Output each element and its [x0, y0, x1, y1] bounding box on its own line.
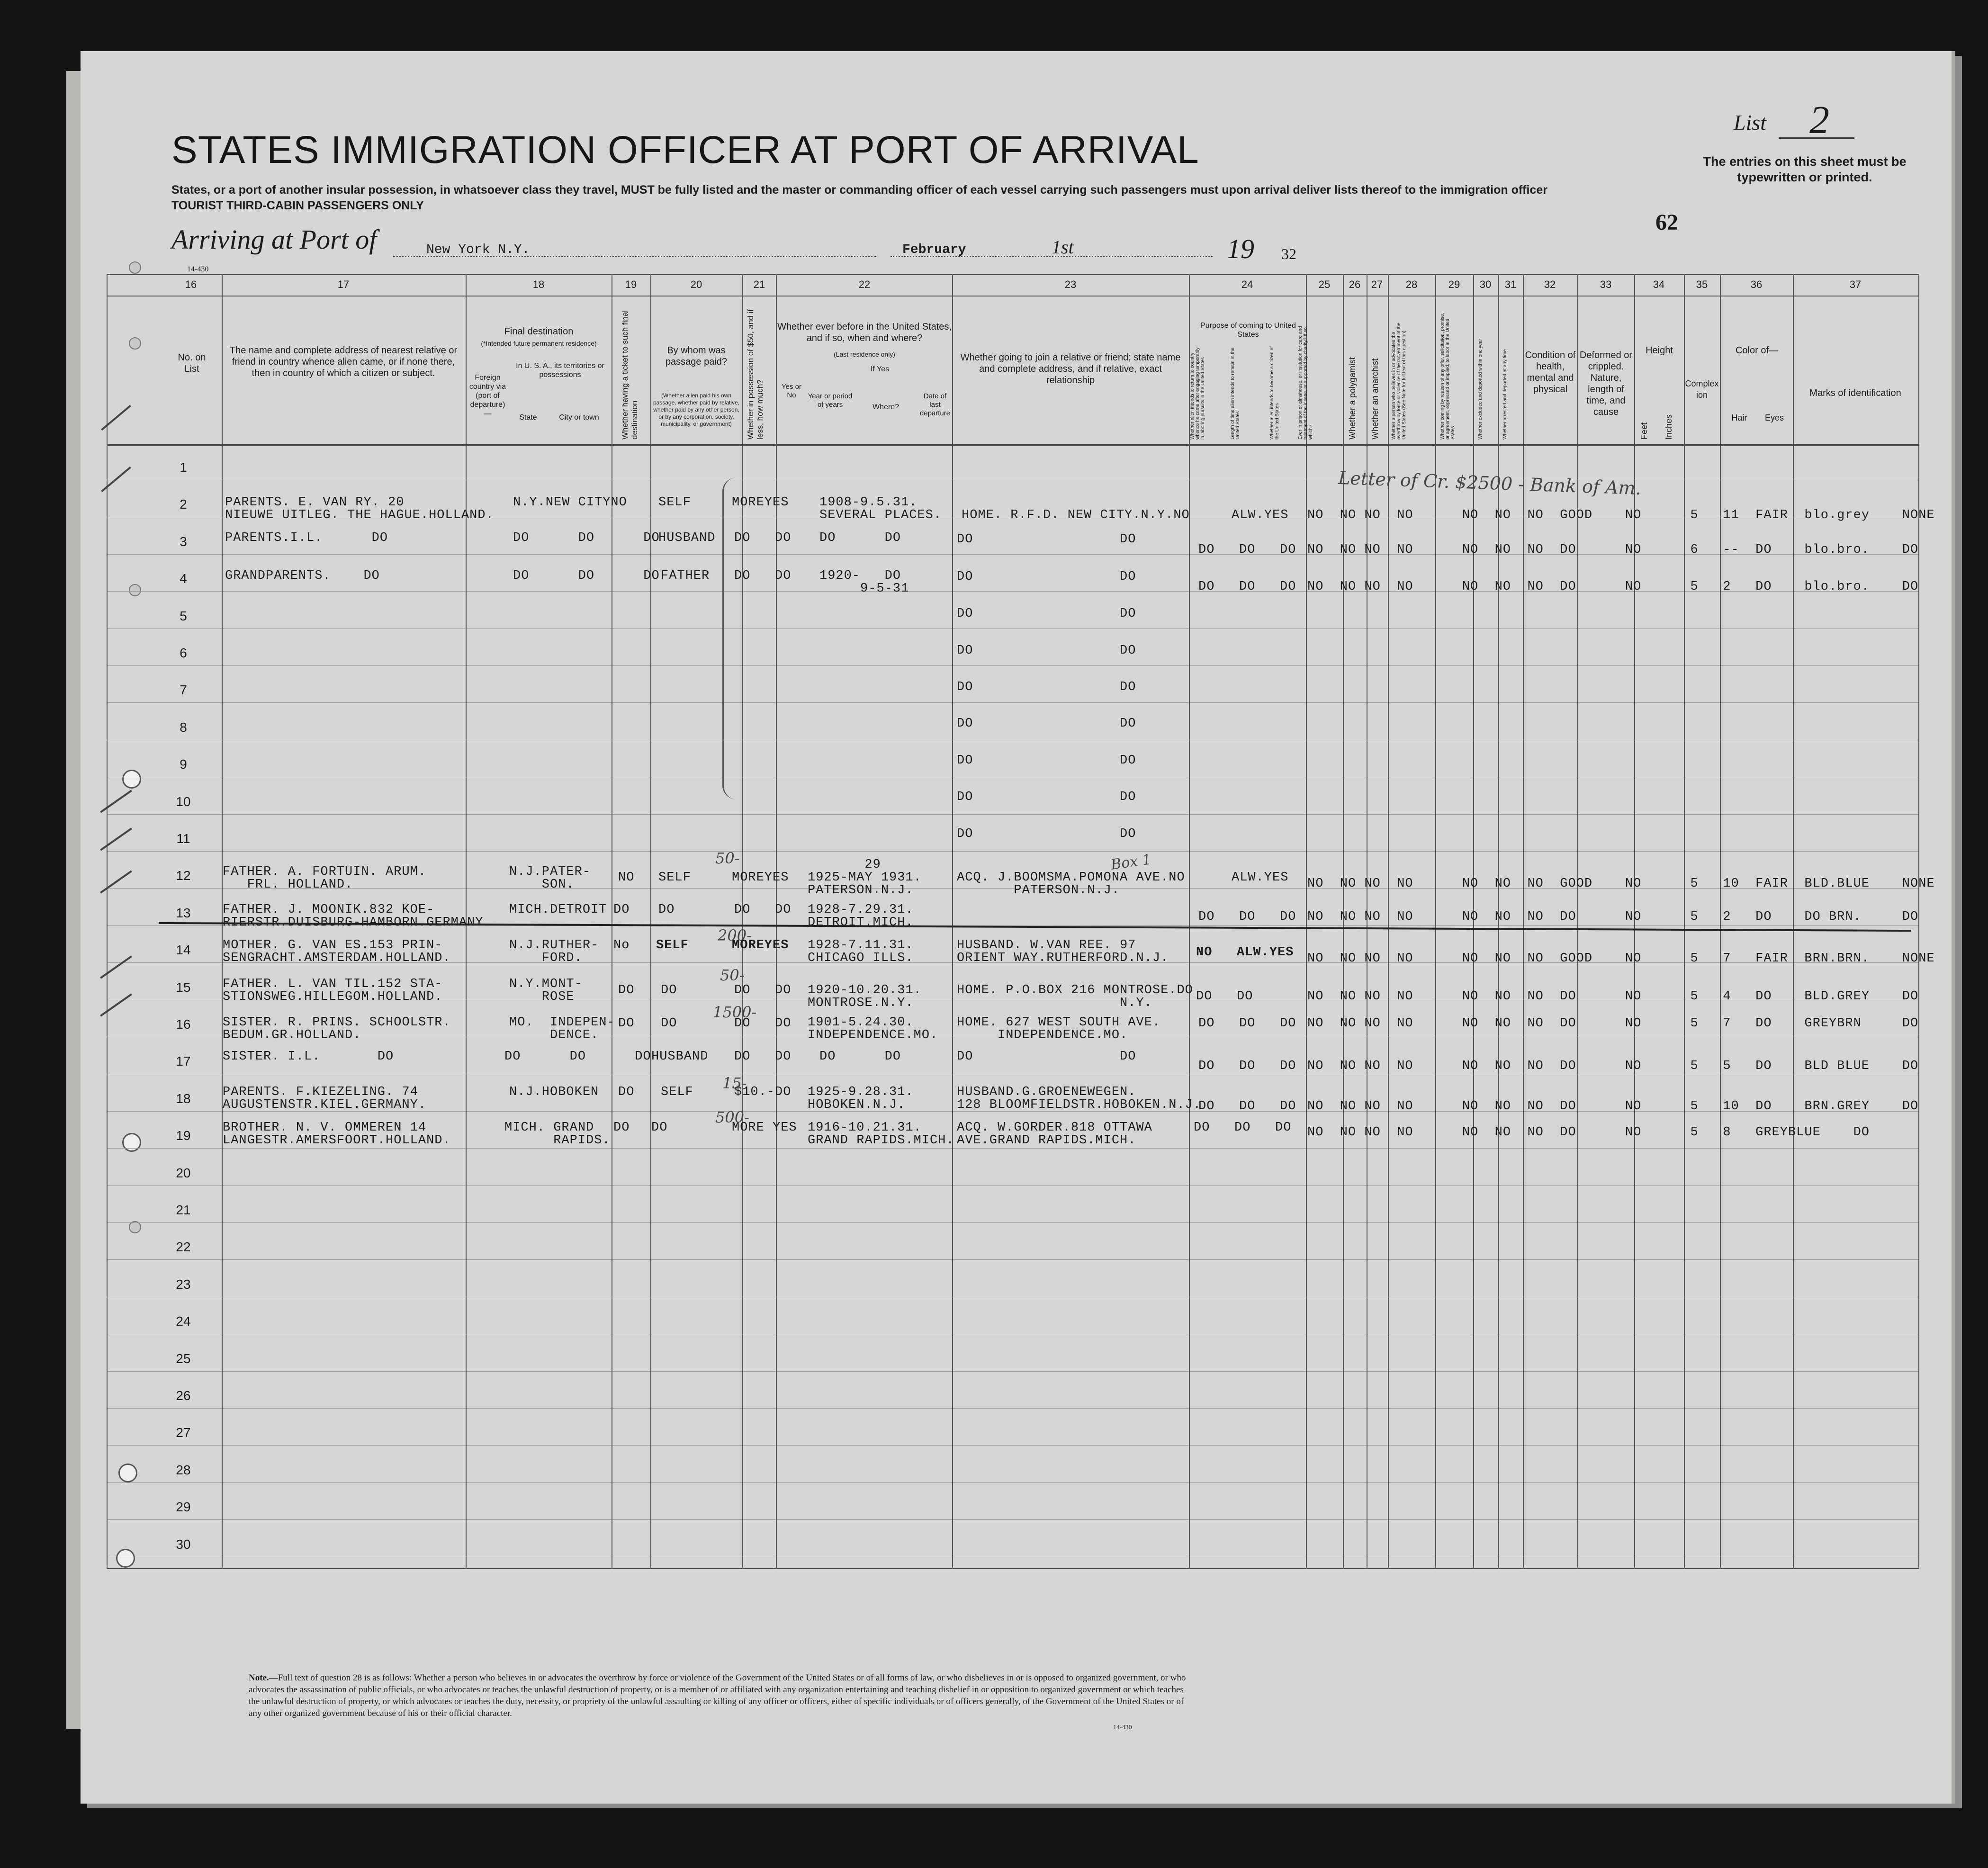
row-number: 25 — [176, 1351, 191, 1366]
bracket-mark — [722, 477, 737, 799]
row-14-join: HOME. P.O.BOX 216 MONTROSE.DO N.Y. — [957, 983, 1193, 1010]
col-rule — [650, 274, 651, 1569]
heading-health: Condition of health, mental and physical — [1525, 350, 1576, 395]
row-number: 18 — [176, 1091, 191, 1106]
row-number: 14 — [176, 943, 191, 958]
arriving-label: Arriving at Port of — [171, 224, 377, 255]
subtitle-line-2: TOURIST THIRD-CABIN PASSENGERS ONLY — [171, 199, 424, 212]
handwritten-amount: 500- — [715, 1108, 749, 1126]
row-1-passage: SELF — [658, 495, 691, 510]
row-number: 21 — [176, 1203, 191, 1217]
heading-question-28: Whether a person who believes in or advocates the overthrow by force or violence of the Government of the United States (See Note for full text of this question) — [1391, 323, 1407, 440]
row-5-join: DO DO — [957, 644, 1136, 658]
row-16-money: DO DO — [734, 1050, 792, 1064]
heading-height: Height — [1646, 345, 1673, 356]
handwritten-amount: 1500- — [713, 1003, 757, 1021]
col-num-17: 17 — [337, 278, 350, 290]
heading-deformed: Deformed or crippled. Nature, length of time, and cause — [1579, 350, 1633, 417]
heading-purpose-a: Whether alien intends to return to country whence he came after engaging temporarily in laboring pursuits in the United States — [1190, 347, 1205, 440]
heading-possession-50: Whether in possession of $50, and if less, how much? — [746, 309, 765, 440]
row-15-destination: MO. INDEPEN- DENCE. — [509, 1015, 615, 1042]
heading-city: City or town — [559, 413, 599, 422]
row-rule — [107, 665, 1918, 666]
col-rule — [1189, 274, 1190, 1569]
row-12-before: 1928-7.29.31. DETROIT.MICH. — [808, 903, 914, 930]
row-7-join: DO DO — [957, 717, 1136, 731]
row-number: 10 — [176, 794, 191, 809]
row-number: 20 — [176, 1165, 191, 1180]
row-17-ticket: DO — [618, 1085, 635, 1099]
col-num-20: 20 — [690, 278, 702, 290]
row-2-passage: HUSBAND — [658, 531, 716, 545]
heading-ever-before: Whether ever before in the United States, and if so, when and where? — [777, 322, 952, 343]
handwritten-letter-of-credit: Letter of Cr. $2500 - Bank of Am. — [1338, 467, 1642, 499]
col-rule — [742, 274, 743, 1569]
row-3-purpose: DO DO DO — [1198, 580, 1296, 594]
row-number: 22 — [176, 1239, 191, 1255]
row-1-relative: PARENTS. E. VAN RY. 20 NIEUWE UITLEG. THE HAGUE.HOLLAND. — [225, 495, 494, 522]
list-label: List — [1734, 110, 1767, 135]
year-prefix: 19 — [1227, 234, 1254, 264]
row-3-passage: FATHER — [661, 569, 710, 583]
row-rule — [107, 1445, 1918, 1446]
row-18-money: MORE YES — [732, 1121, 797, 1135]
row-3-destination: DO DO DO — [513, 569, 660, 583]
row-11-join: ACQ. J.BOOMSMA.POMONA AVE.NO PATERSON.N.J. — [957, 871, 1185, 898]
row-14-passage: DO — [661, 983, 677, 997]
row-1-money: MOREYES — [732, 495, 789, 510]
col-num-32: 32 — [1544, 278, 1556, 290]
row-15-before: 1901-5.24.30. INDEPENDENCE.MO. — [808, 1015, 938, 1042]
port-value: New York N.Y. — [426, 242, 530, 257]
row-11-ticket: NO — [618, 871, 635, 885]
row-1-answers: NO NO NO NO NO NO NO GOOD NO 5 11 FAIR blo.grey NONE — [1307, 508, 1935, 522]
handwritten-amount: 50- — [715, 849, 740, 867]
day-value: 1st — [1052, 236, 1074, 258]
row-13-join: HUSBAND. W.VAN REE. 97 ORIENT WAY.RUTHERFORD.N.J. — [957, 938, 1169, 965]
col-num-31: 31 — [1504, 278, 1517, 290]
row-17-answers: NO NO NO NO NO NO NO DO NO 5 10 DO BRN.GREY DO — [1307, 1099, 1919, 1114]
row-14-destination: N.Y.MONT- ROSE — [509, 977, 583, 1004]
row-17-passage: SELF — [661, 1085, 693, 1099]
row-13-answers: NO NO NO NO NO NO NO GOOD NO 5 7 FAIR BRN.BRN. NONE — [1307, 952, 1935, 966]
header-bottom-rule — [107, 444, 1918, 446]
row-12-purpose: DO DO DO — [1198, 910, 1296, 924]
row-11-answers: NO NO NO NO NO NO NO GOOD NO 5 10 FAIR BLD.BLUE NONE — [1307, 877, 1935, 891]
col-num-30: 30 — [1479, 278, 1492, 290]
heading-purpose-b: Length of time alien intends to remain in the United States — [1230, 347, 1241, 440]
row-3-join: DO DO — [957, 570, 1136, 584]
row-11-before: 29 1925-MAY 1931. PATERSON.N.J. — [808, 858, 922, 898]
row-11-money: MOREYES — [732, 871, 789, 885]
row-2-destination: DO DO DO — [513, 531, 660, 545]
col-num-29: 29 — [1448, 278, 1460, 290]
row-13-before: 1928-7.11.31. CHICAGO ILLS. — [808, 938, 914, 965]
heading-arrested: Whether arrested and deported at any time — [1502, 349, 1508, 440]
row-number: 7 — [180, 683, 187, 698]
row-17-money: $10.-DO — [734, 1085, 792, 1099]
col-rule — [776, 274, 777, 1569]
row-18-purpose: DO DO DO — [1194, 1121, 1292, 1135]
heading-nearest-relative: The name and complete address of nearest relative or friend in country whence alien came, or if none there, then in country of which a citizen or subject. — [229, 345, 458, 378]
row-2-before: DO DO — [819, 531, 901, 545]
row-rule — [107, 851, 1918, 852]
row-2-join: DO DO — [957, 532, 1136, 547]
row-rule — [107, 1259, 1918, 1260]
heading-polygamist: Whether a polygamist — [1348, 357, 1357, 440]
col-num-27: 27 — [1371, 278, 1383, 290]
row-11-destination: N.J.PATER- SON. — [509, 865, 591, 892]
row-2-money: DO DO — [734, 531, 792, 545]
row-16-relative: SISTER. I.L. DO — [223, 1050, 394, 1064]
subtitle-line-1: States, or a port of another insular possession, in whatsoever class they travel, MUST be fully listed and the master or commanding officer of each vessel carrying such passengers must upon arrival deliver lists thereof to the immigration officer — [171, 183, 1547, 197]
row-16-purpose: DO DO DO — [1198, 1059, 1296, 1073]
col-num-23: 23 — [1064, 278, 1077, 290]
row-15-join: HOME. 627 WEST SOUTH AVE. INDEPENDENCE.MO. — [957, 1015, 1161, 1042]
row-12-ticket: DO — [613, 903, 630, 917]
row-17-relative: PARENTS. F.KIEZELING. 74 AUGUSTENSTR.KIEL.GERMANY. — [223, 1085, 427, 1112]
row-18-relative: BROTHER. N. V. OMMEREN 14 LANGESTR.AMERSFOORT.HOLLAND. — [223, 1121, 451, 1148]
row-14-money: DO DO — [734, 983, 792, 997]
handwritten-amount: 200- — [718, 926, 752, 944]
heading-join-relative: Whether going to join a relative or friend; state name and complete address, and if relative, exact relationship — [960, 352, 1181, 386]
row-2-purpose: DO DO DO — [1198, 543, 1296, 557]
year-suffix: 32 — [1281, 245, 1296, 262]
heading-marks: Marks of identification — [1809, 388, 1901, 398]
footnote — [249, 1672, 1196, 1719]
row-number: 26 — [176, 1388, 191, 1403]
heading-passage-note: (Whether alien paid his own passage, whether paid by relative, whether paid by any other person, or by any corporation, society, municipality, or government) — [653, 392, 740, 427]
heading-purpose-c: Whether alien intends to become a citizen of the United States — [1269, 346, 1280, 440]
handwritten-box: Box 1 — [1109, 851, 1152, 873]
col-num-36: 36 — [1750, 278, 1763, 290]
row-number: 27 — [176, 1425, 191, 1440]
col-num-28: 28 — [1405, 278, 1418, 290]
row-16-passage: HUSBAND — [651, 1050, 709, 1064]
heading-foreign-country: Foreign country via (port of departure)— — [469, 374, 506, 418]
row-8-join: DO DO — [957, 754, 1136, 768]
col-num-24: 24 — [1241, 278, 1253, 290]
heading-final-destination: Final destination — [504, 326, 574, 337]
col-num-37: 37 — [1849, 278, 1862, 290]
row-16-destination: DO DO DO — [504, 1050, 651, 1064]
row-14-purpose: DO DO — [1196, 989, 1253, 1004]
row-10-join: DO DO — [957, 827, 1136, 841]
row-4-join: DO DO — [957, 607, 1136, 621]
col-rule — [107, 274, 108, 1569]
document-subtitle — [171, 182, 1592, 214]
row-12-answers: NO NO NO NO NO NO NO DO NO 5 2 DO DO BRN. DO — [1307, 910, 1919, 924]
handwritten-amount: 50- — [720, 966, 745, 984]
row-18-answers: NO NO NO NO NO NO NO DO NO 5 8 GREYBLUE DO — [1307, 1125, 1870, 1140]
row-14-answers: NO NO NO NO NO NO NO DO NO 5 4 DO BLD.GREY DO — [1307, 989, 1919, 1004]
row-number: 28 — [176, 1462, 191, 1477]
heading-yes-or-no: Yes or No — [782, 383, 801, 399]
heading-excluded: Whether excluded and deported within one year — [1478, 339, 1483, 440]
row-number: 23 — [176, 1276, 191, 1292]
row-15-money: DO DO — [734, 1016, 792, 1031]
row-number: 24 — [176, 1314, 191, 1329]
col-num-21: 21 — [753, 278, 765, 290]
col-num-33: 33 — [1600, 278, 1612, 290]
row-13-relative: MOTHER. G. VAN ES.153 PRIN- SENGRACHT.AMSTERDAM.HOLLAND. — [223, 938, 451, 965]
table-top-rule — [107, 274, 1918, 275]
heading-in-usa: In U. S. A., its territories or possessions — [516, 362, 604, 379]
heading-year: Year or period of years — [808, 392, 853, 409]
row-number: 11 — [176, 831, 190, 846]
row-number: 19 — [176, 1128, 191, 1143]
row-12-passage: DO — [658, 903, 675, 917]
row-14-ticket: DO — [618, 983, 635, 997]
row-13-passage: SELF — [656, 938, 689, 952]
col-rule — [1918, 274, 1919, 1569]
row-18-before: 1916-10.21.31. GRAND RAPIDS.MICH. — [808, 1121, 954, 1148]
row-13-purpose: NO ALW.YES — [1196, 945, 1294, 960]
row-number: 29 — [176, 1500, 191, 1515]
row-11-relative: FATHER. A. FORTUIN. ARUM. FRL. HOLLAND. — [223, 865, 427, 892]
row-3-before: 1920- DO 9-5-31 — [819, 569, 909, 596]
col-rule — [1306, 274, 1307, 1569]
row-9-join: DO DO — [957, 790, 1136, 804]
manifest-table — [107, 274, 1935, 1569]
row-12-money: DO DO — [734, 903, 792, 917]
row-number: 12 — [176, 868, 191, 883]
row-rule — [107, 1222, 1918, 1223]
row-15-answers: NO NO NO NO NO NO NO DO NO 5 7 DO GREYBRN DO — [1307, 1016, 1919, 1031]
row-14-relative: FATHER. L. VAN TIL.152 STA- STIONSWEG.HILLEGOM.HOLLAND. — [223, 977, 443, 1004]
list-number: 2 — [1809, 98, 1829, 142]
row-17-purpose: DO DO DO — [1198, 1099, 1296, 1114]
col-num-26: 26 — [1349, 278, 1361, 290]
row-2-answers: NO NO NO NO NO NO NO DO NO 6 -- DO blo.bro. DO — [1307, 543, 1919, 557]
col-num-19: 19 — [625, 278, 637, 290]
row-13-ticket: No — [613, 938, 630, 952]
row-number: 15 — [176, 979, 191, 995]
row-1-before: 1908-9.5.31. SEVERAL PLACES. — [819, 495, 942, 522]
row-number: 17 — [176, 1054, 191, 1069]
handwritten-amount: 15- — [722, 1074, 747, 1092]
footnote-text: —Full text of question 28 is as follows: Whether a person who believes in or advocates the overthrow by force or violence of the Government of the United States or of all forms of law, or who disbelieves in or is opposed to organized government, or who advocates the assassination of public officials, or who advocates or teaches the unlawful destruction of property, or is a member of or affiliated with any organization entertaining and teaching disbelief in or opposition to organized government or which teaches the unlawful destruction of property, or which advocates or teaches the duty, necessity, or propriety of the unlawful assaulting or killing of any officer or officers, either of specific individuals or of officers generally, of the Government of the United States or of any other organized government because of his or their official character. — [249, 1673, 1186, 1718]
table-bottom-rule — [107, 1568, 1918, 1569]
row-18-passage: DO — [651, 1121, 668, 1135]
col-num-35: 35 — [1696, 278, 1708, 290]
row-17-destination: N.J.HOBOKEN — [509, 1085, 599, 1099]
row-rule — [107, 814, 1918, 815]
row-16-join: DO DO — [957, 1050, 1136, 1064]
row-15-ticket: DO — [618, 1016, 635, 1031]
row-number: 4 — [180, 571, 187, 586]
row-rule — [107, 1519, 1918, 1520]
col-num-25: 25 — [1318, 278, 1331, 290]
heading-eyes: Eyes — [1764, 413, 1784, 422]
row-2-relative: PARENTS.I.L. DO — [225, 531, 388, 545]
document-title: STATES IMMIGRATION OFFICER AT PORT OF ARRIVAL — [171, 128, 1199, 171]
col-num-16: 16 — [185, 278, 197, 290]
row-15-passage: DO — [661, 1016, 677, 1031]
row-number: 3 — [180, 534, 187, 549]
col-rule — [952, 274, 953, 1569]
row-18-ticket: DO — [613, 1121, 630, 1135]
row-number: 8 — [180, 719, 187, 735]
row-rule — [107, 1371, 1918, 1372]
row-18-destination: MICH. GRAND RAPIDS. — [504, 1121, 611, 1148]
row-17-join: HUSBAND.G.GROENEWEGEN. 128 BLOOMFIELDSTR.HOBOKEN.N.J. — [957, 1085, 1202, 1112]
heading-inches: Inches — [1664, 414, 1673, 440]
binding-hole — [129, 261, 141, 274]
row-number: 1 — [180, 460, 187, 475]
row-6-join: DO DO — [957, 680, 1136, 694]
heading-feet: Feet — [1639, 422, 1649, 440]
col-num-22: 22 — [858, 278, 871, 290]
form-number: 14-430 — [187, 265, 209, 273]
row-1-join: HOME. R.F.D. NEW CITY.N.Y.NO — [962, 508, 1190, 522]
footnote-label: Note. — [249, 1673, 269, 1683]
heading-complexion: Complexion — [1685, 379, 1719, 400]
row-11-passage: SELF — [658, 871, 691, 885]
row-17-before: 1925-9.28.31. HOBOKEN.N.J. — [808, 1085, 914, 1112]
footnote-form-number: 14-430 — [1113, 1724, 1132, 1731]
row-number: 30 — [176, 1536, 191, 1552]
row-15-purpose: DO DO DO — [1198, 1016, 1296, 1031]
row-number: 9 — [180, 757, 187, 772]
month-value: February — [902, 242, 966, 257]
heading-no-on-list: No. on List — [178, 352, 206, 374]
heading-labor-offer: Whether coming by reason of any offer, solicitation, promise, or agreement, expressed or implied, to labor in the United States — [1440, 313, 1456, 440]
row-3-answers: NO NO NO NO NO NO NO DO NO 5 2 DO blo.bro. DO — [1307, 580, 1919, 594]
row-14-before: 1920-10.20.31. MONTROSE.N.Y. — [808, 983, 922, 1010]
typewritten-instructions: The entries on this sheet must be typewritten or printed. — [1703, 154, 1907, 184]
row-15-relative: SISTER. R. PRINS. SCHOOLSTR. BEDUM.GR.HOLLAND. — [223, 1015, 451, 1042]
row-number: 2 — [180, 497, 187, 512]
heading-anarchist: Whether an anarchist — [1370, 358, 1380, 440]
heading-hair: Hair — [1731, 413, 1747, 422]
heading-last-residence: (Last residence only) — [834, 350, 895, 358]
row-number: 6 — [180, 646, 187, 660]
row-16-answers: NO NO NO NO NO NO NO DO NO 5 5 DO BLD BLUE DO — [1307, 1059, 1919, 1073]
heading-ticket: Whether having a ticket to such final destination — [621, 310, 639, 440]
row-rule — [107, 1482, 1918, 1483]
row-12-destination: MICH.DETROIT — [509, 903, 607, 917]
row-1-destination: N.Y.NEW CITYNO — [513, 495, 627, 510]
heading-last-departure: Date of last departure — [919, 392, 951, 417]
row-12-relative: FATHER. J. MOONIK.832 KOE- RIERSTR.DUISBURG-HAMBORN.GERMANY. — [223, 903, 492, 930]
row-rule — [107, 1408, 1918, 1409]
heading-state: State — [519, 413, 537, 422]
row-number: 13 — [176, 905, 191, 920]
heading-if-yes: If Yes — [870, 365, 890, 373]
heading-passage-paid: By whom was passage paid? — [665, 345, 728, 367]
heading-prison: Ever in prison or almshouse, or institution for care and treatment of the insane, or supported by charity? If so, which? — [1298, 326, 1313, 440]
row-3-relative: GRANDPARENTS. DO — [225, 569, 380, 583]
heading-where: Where? — [872, 403, 900, 411]
row-rule — [107, 1148, 1918, 1149]
row-rule — [107, 702, 1918, 703]
row-11-purpose: ALW.YES — [1232, 871, 1289, 885]
list-underline — [1779, 137, 1854, 139]
row-13-destination: N.J.RUTHER- FORD. — [509, 938, 599, 965]
col-num-34: 34 — [1653, 278, 1665, 290]
col-num-18: 18 — [532, 278, 545, 290]
row-16-before: DO DO — [819, 1050, 901, 1064]
row-number: 5 — [180, 608, 187, 623]
row-3-money: DO DO — [734, 569, 792, 583]
row-13-money: MOREYES — [732, 938, 789, 952]
row-rule — [107, 1185, 1918, 1186]
heading-purpose: Purpose of coming to United States — [1200, 322, 1296, 339]
sheet-code: 62 — [1655, 210, 1678, 235]
row-number: 16 — [176, 1017, 191, 1032]
row-18-join: ACQ. W.GORDER.818 OTTAWA AVE.GRAND RAPIDS.MICH. — [957, 1121, 1152, 1148]
heading-color: Color of— — [1735, 345, 1779, 356]
row-1-purpose: ALW.YES — [1232, 508, 1289, 522]
heading-destination-note: (*Intended future permanent residence) — [481, 340, 597, 347]
